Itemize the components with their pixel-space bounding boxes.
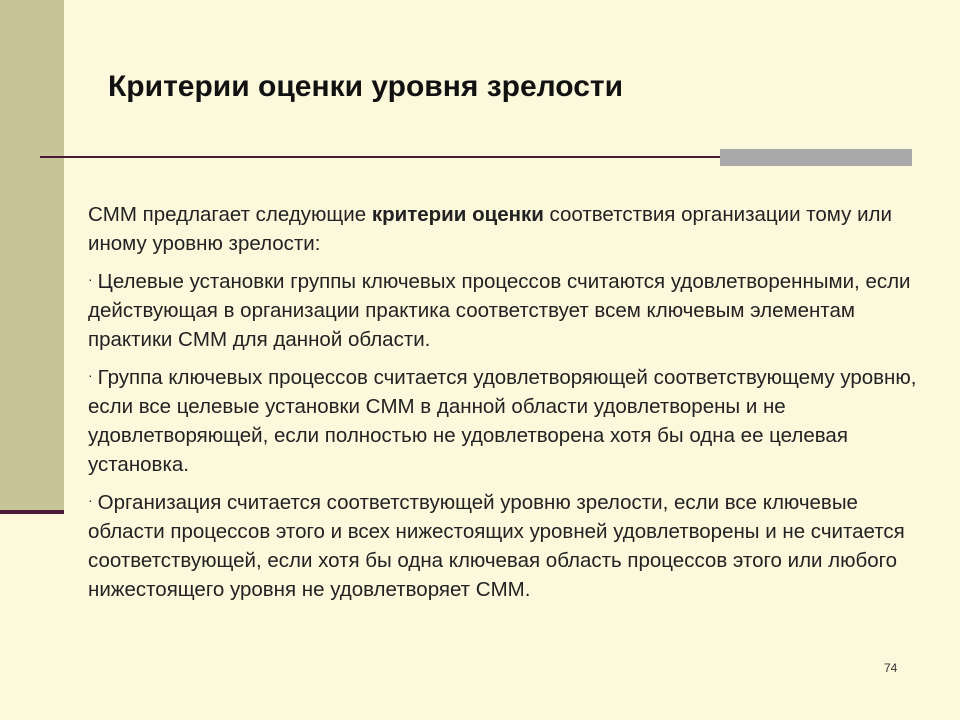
intro-text-end: соответствия организации тому или иному уровню зрелости:	[88, 203, 892, 255]
left-decorative-band	[0, 0, 64, 512]
intro-bold-term: критерии оценки	[371, 203, 544, 226]
gray-accent-bar	[720, 149, 912, 166]
bullet-text: Организация считается соответствующей уровню зрелости, если все ключевые области процессов этого и всех нижестоящих уровней удовлетворены и не считается соответствующей, если хотя бы одна ключевая область процессов этого или любого нижестоящего уровня не удовлетворяет CMM.	[88, 491, 905, 601]
bullet-text: Группа ключевых процессов считается удовлетворяющей соответствующему уровню, если все целевые установки CMM в данной области удовлетворены и не удовлетворяющей, если полностью не удовлетворена хотя бы одна ее целевая установка.	[88, 366, 917, 476]
bullet-item	[88, 265, 918, 354]
bullet-item	[88, 486, 918, 604]
bullet-marker: ·	[88, 492, 93, 508]
slide-title: Критерии оценки уровня зрелости	[108, 70, 624, 103]
left-band-divider	[0, 510, 64, 514]
page-number: 74	[884, 661, 898, 675]
bullet-text: Целевые установки группы ключевых процессов считаются удовлетворенными, если действующая в организации практика соответствует всем ключевым элементам практики CMM для данной области.	[88, 270, 911, 351]
bullet-marker: ·	[88, 271, 93, 287]
bullet-item	[88, 361, 918, 479]
slide-body	[88, 200, 918, 611]
bullet-marker: ·	[88, 367, 93, 383]
intro-text-start: CMM предлагает следующие	[88, 203, 372, 226]
intro-paragraph	[88, 200, 918, 258]
